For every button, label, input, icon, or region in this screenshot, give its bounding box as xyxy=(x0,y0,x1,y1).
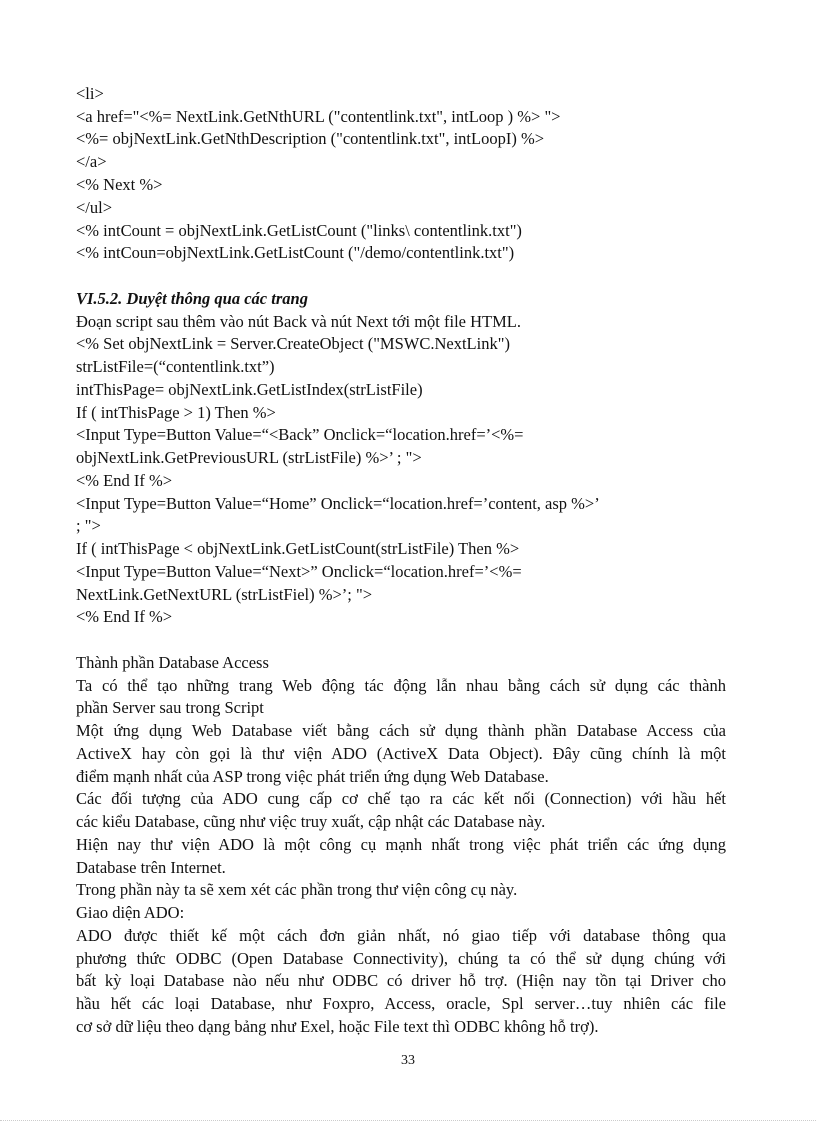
db-section-title: Thành phần Database Access xyxy=(76,653,269,672)
code-line: <%= objNextLink.GetNthDescription ("contentlink.txt", intLoopI) %> xyxy=(76,129,545,148)
page-number: 33 xyxy=(401,1053,415,1068)
code-line: <Input Type=Button Value=“Next>” Onclick=“location.href=’<%= xyxy=(76,562,522,581)
code-line: <% Set objNextLink = Server.CreateObject ("MSWC.NextLink") xyxy=(76,334,510,353)
paragraph-line: phần Server sau trong Script xyxy=(76,698,264,717)
code-line: <% End If %> xyxy=(76,607,173,626)
paragraph-line: điểm mạnh nhất của ASP trong việc phát triển ứng dụng Web Database. xyxy=(76,767,549,786)
paragraph-line: ADO được thiết kế một cách đơn giản nhất, nó giao tiếp với database thông qua xyxy=(76,926,726,945)
code-line: intThisPage= objNextLink.GetListIndex(strListFile) xyxy=(76,380,423,399)
paragraph-line: hầu hết các loại Database, như Foxpro, Access, oracle, Spl server…tuy nhiên các file xyxy=(76,994,726,1013)
code-line: If ( intThisPage < objNextLink.GetListCount(strListFile) Then %> xyxy=(76,539,520,558)
paragraph-line: ActiveX hay còn gọi là thư viện ADO (ActiveX Data Object). Đây cũng chính là một xyxy=(76,744,726,763)
code-line: ; "> xyxy=(76,516,101,535)
code-line: <a href="<%= NextLink.GetNthURL ("contentlink.txt", intLoop ) %> "> xyxy=(76,107,561,126)
section-heading: VI.5.2. Duyệt thông qua các trang xyxy=(76,289,308,308)
code-line: </ul> xyxy=(76,198,113,217)
paragraph-line: Trong phần này ta sẽ xem xét các phần trong thư viện công cụ này. xyxy=(76,880,518,899)
code-line: If ( intThisPage > 1) Then %> xyxy=(76,403,276,422)
code-line: <Input Type=Button Value=“Home” Onclick=“location.href=’content, asp %>’ xyxy=(76,494,600,513)
paragraph-line: bất kỳ loại Database nào nếu như ODBC có driver hỗ trợ. (Hiện nay tồn tại Driver cho xyxy=(76,971,726,990)
code-line: <% intCount = objNextLink.GetListCount ("links\ contentlink.txt") xyxy=(76,221,522,240)
paragraph-line: phương thức ODBC (Open Database Connectivity), chúng ta có thể sử dụng chúng với xyxy=(76,949,726,968)
code-line: <% Next %> xyxy=(76,175,163,194)
paragraph-line: Một ứng dụng Web Database viết bằng cách sử dụng thành phần Database Access của xyxy=(76,721,726,740)
code-line: </a> xyxy=(76,152,107,171)
ado-section-title: Giao diện ADO: xyxy=(76,903,185,922)
code-line: <% intCoun=objNextLink.GetListCount ("/demo/contentlink.txt") xyxy=(76,243,515,262)
paragraph-line: Database trên Internet. xyxy=(76,858,226,877)
code-line: <Input Type=Button Value=“<Back” Onclick=“location.href=’<%= xyxy=(76,425,524,444)
paragraph-line: cơ sở dữ liệu theo dạng bảng như Exel, hoặc File text thì ODBC không hỗ trợ). xyxy=(76,1017,599,1036)
page-bottom-rule xyxy=(0,1120,816,1121)
code-line: strListFile=(“contentlink.txt”) xyxy=(76,357,275,376)
section-intro: Đoạn script sau thêm vào nút Back và nút Next tới một file HTML. xyxy=(76,312,521,331)
code-line: <li> xyxy=(76,84,104,103)
paragraph-line: Các đối tượng của ADO cung cấp cơ chế tạo ra các kết nối (Connection) với hầu hết xyxy=(76,789,726,808)
paragraph-line: Hiện nay thư viện ADO là một công cụ mạnh nhất trong việc phát triển các ứng dụng xyxy=(76,835,726,854)
paragraph-line: Ta có thể tạo những trang Web động tác động lẫn nhau bằng cách sử dụng các thành xyxy=(76,676,726,695)
paragraph-line: các kiểu Database, cũng như việc truy xuất, cập nhật các Database này. xyxy=(76,812,546,831)
code-line: objNextLink.GetPreviousURL (strListFile) %>’ ; "> xyxy=(76,448,422,467)
code-line: NextLink.GetNextURL (strListFiel) %>’; "> xyxy=(76,585,373,604)
code-line: <% End If %> xyxy=(76,471,173,490)
